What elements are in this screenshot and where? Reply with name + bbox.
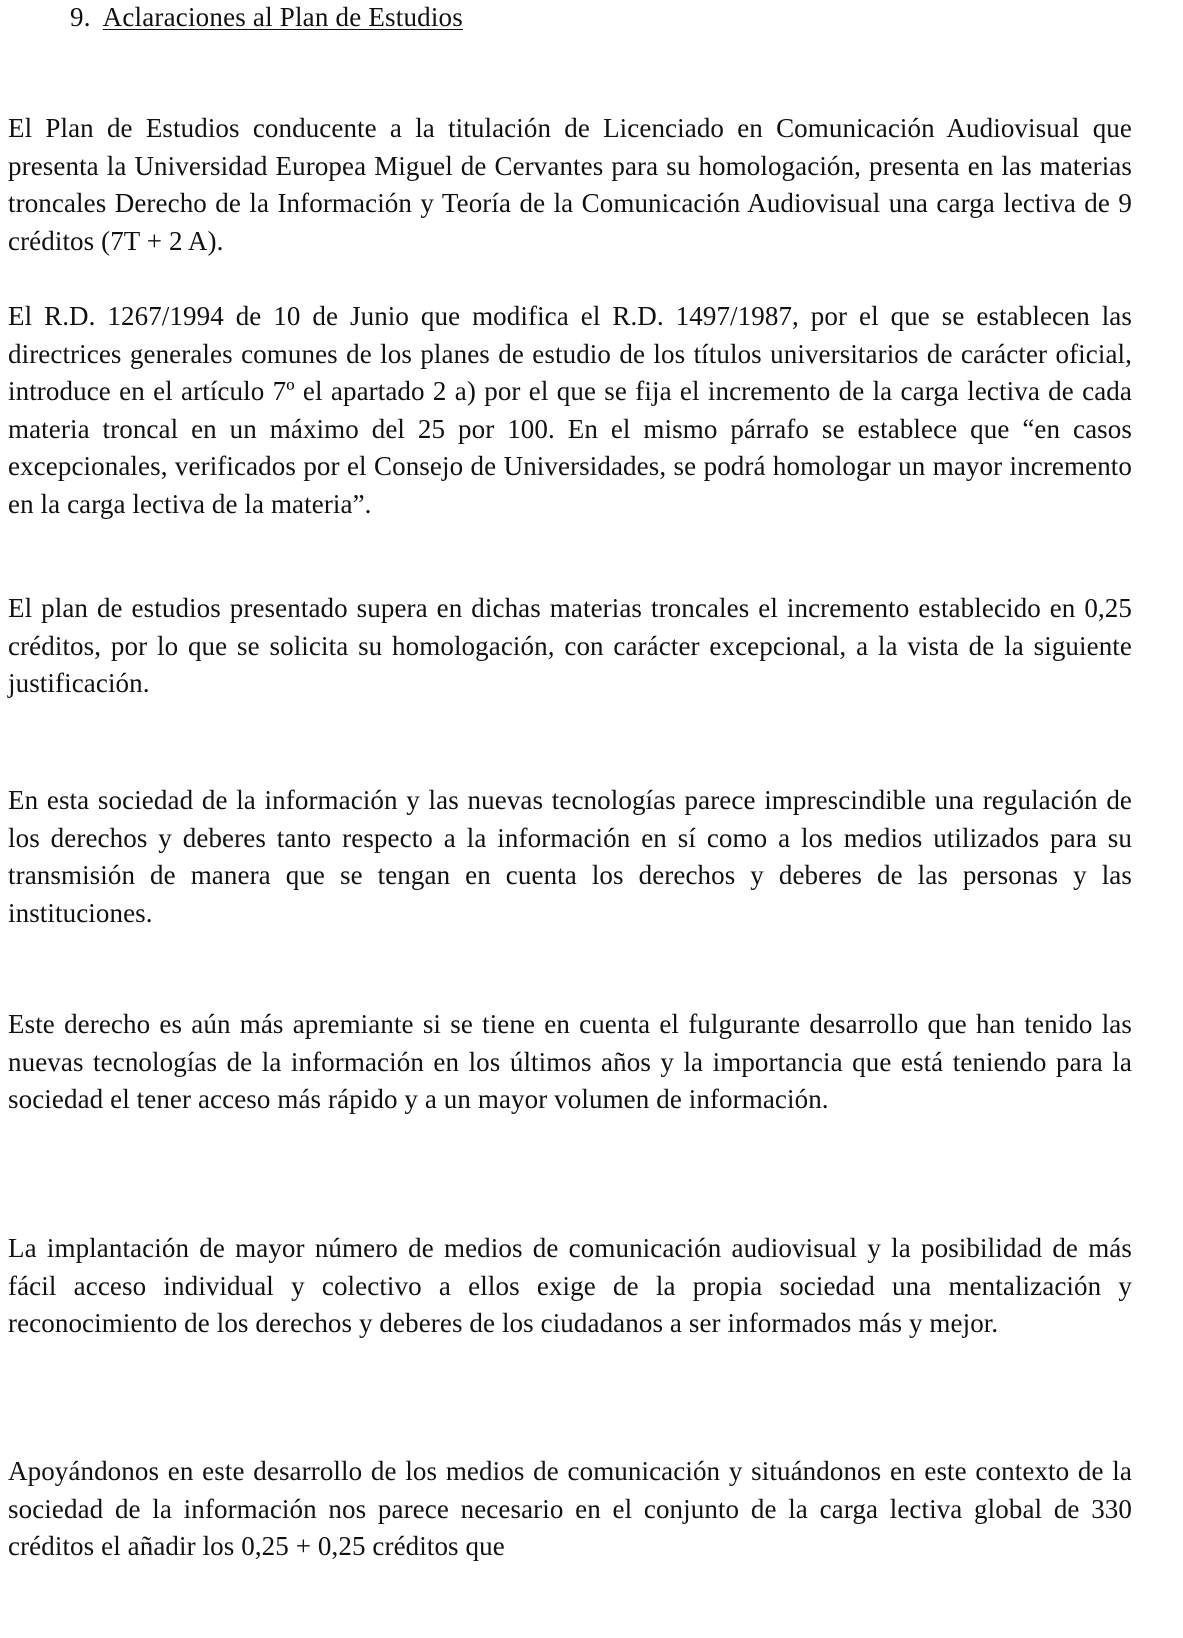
section-title: Aclaraciones al Plan de Estudios [102,2,463,32]
paragraph-3: El plan de estudios presentado supera en dichas materias troncales el incremento establecido en 0,25 créditos, por lo que se solicita su homologación, con carácter excepcional, a la vista de la siguiente justificación. [8,593,1132,699]
section-number: 9. [70,2,91,32]
paragraph-7: Apoyándonos en este desarrollo de los medios de comunicación y situándonos en este contexto de la sociedad de la información nos parece necesario en el conjunto de la carga lectiva global de 330 créditos el añadir los 0,25 + 0,25 créditos que [8,1456,1132,1562]
paragraph-6: La implantación de mayor número de medios de comunicación audiovisual y la posibilidad de más fácil acceso individual y colectivo a ellos exige de la propia sociedad una mentalización y reconocimiento de los derechos y deberes de los ciudadanos a ser informados más y mejor. [8,1233,1132,1339]
section-heading [70,0,463,34]
paragraph-4: En esta sociedad de la información y las nuevas tecnologías parece imprescindible una regulación de los derechos y deberes tanto respecto a la información en sí como a los medios utilizados para su transmisión de manera que se tengan en cuenta los derechos y deberes de las personas y las instituciones. [8,785,1132,928]
paragraph-5: Este derecho es aún más apremiante si se tiene en cuenta el fulgurante desarrollo que han tenido las nuevas tecnologías de la información en los últimos años y la importancia que está teniendo para la sociedad el tener acceso más rápido y a un mayor volumen de información. [8,1009,1132,1115]
paragraph-1: El Plan de Estudios conducente a la titulación de Licenciado en Comunicación Audiovisual que presenta la Universidad Europea Miguel de Cervantes para su homologación, presenta en las materias troncales Derecho de la Información y Teoría de la Comunicación Audiovisual una carga lectiva de 9 créditos (7T + 2 A). [8,113,1132,256]
paragraph-2: El R.D. 1267/1994 de 10 de Junio que modifica el R.D. 1497/1987, por el que se establecen las directrices generales comunes de los planes de estudio de los títulos universitarios de carácter oficial, introduce en el artículo 7º el apartado 2 a) por el que se fija el incremento de la carga lectiva de cada materia troncal en un máximo del 25 por 100. En el mismo párrafo se establece que “en casos excepcionales, verificados por el Consejo de Universidades, se podrá homologar un mayor incremento en la carga lectiva de la materia”. [8,301,1132,519]
